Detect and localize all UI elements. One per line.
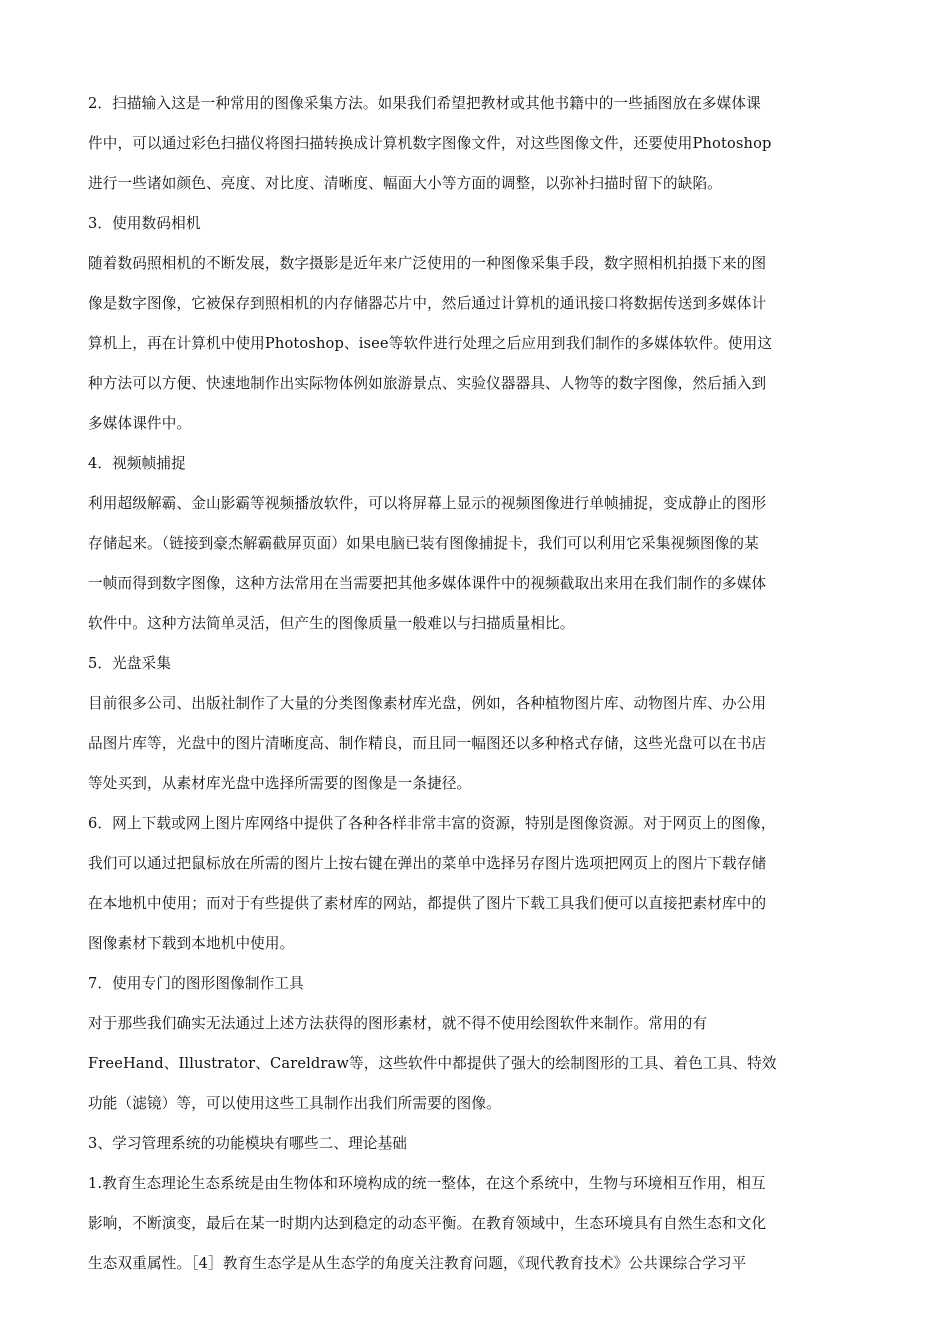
- text-line: 件中，可以通过彩色扫描仪将图扫描转换成计算机数字图像文件，对这些图像文件，还要使用Photoshop: [88, 135, 772, 152]
- text-line: 功能（滤镜）等，可以使用这些工具制作出我们所需要的图像。: [88, 1095, 501, 1112]
- text-line: 1.教育生态理论生态系统是由生物体和环境构成的统一整体，在这个系统中，生物与环境相互作用，相互: [88, 1175, 766, 1192]
- text-line: 我们可以通过把鼠标放在所需的图片上按右键在弹出的菜单中选择另存图片选项把网页上的图片下载存储: [88, 855, 767, 872]
- text-line: 目前很多公司、出版社制作了大量的分类图像素材库光盘，例如，各种植物图片库、动物图片库、办公用: [88, 695, 767, 712]
- text-line: 6．网上下载或网上图片库网络中提供了各种各样非常丰富的资源，特别是图像资源。对于网页上的图像，: [88, 815, 776, 832]
- text-line: 软件中。这种方法简单灵活，但产生的图像质量一般难以与扫描质量相比。: [88, 615, 575, 632]
- text-line: 品图片库等，光盘中的图片清晰度高、制作精良，而且同一幅图还以多种格式存储，这些光盘可以在书店: [88, 735, 767, 752]
- document-body: [88, 84, 880, 1284]
- text-line: 算机上，再在计算机中使用Photoshop、isee等软件进行处理之后应用到我们制作的多媒体软件。使用这: [88, 335, 773, 352]
- text-line: 生态双重属性。［4］教育生态学是从生态学的角度关注教育问题，《现代教育技术》公共课综合学习平: [88, 1255, 747, 1272]
- text-line: 种方法可以方便、快速地制作出实际物体例如旅游景点、实验仪器器具、人物等的数字图像，然后插入到: [88, 375, 767, 392]
- text-line: 图像素材下载到本地机中使用。: [88, 935, 295, 952]
- text-line: 在本地机中使用；而对于有些提供了素材库的网站，都提供了图片下载工具我们便可以直接把素材库中的: [88, 895, 767, 912]
- text-line: 像是数字图像，它被保存到照相机的内存储器芯片中，然后通过计算机的通讯接口将数据传送到多媒体计: [88, 295, 767, 312]
- text-line: 影响，不断演变，最后在某一时期内达到稳定的动态平衡。在教育领域中，生态环境具有自然生态和文化: [88, 1215, 767, 1232]
- text-line: 存储起来。（链接到豪杰解霸截屏页面）如果电脑已装有图像捕捉卡，我们可以利用它采集视频图像的某: [88, 535, 759, 552]
- text-line: 进行一些诸如颜色、亮度、对比度、清晰度、幅面大小等方面的调整，以弥补扫描时留下的缺陷。: [88, 175, 722, 192]
- text-line: 2．扫描输入这是一种常用的图像采集方法。如果我们希望把教材或其他书籍中的一些插图放在多媒体课: [88, 95, 761, 112]
- section-heading: 7．使用专门的图形图像制作工具: [88, 975, 304, 992]
- text-line: FreeHand、Illustrator、Careldraw等，这些软件中都提供了强大的绘制图形的工具、着色工具、特效: [88, 1055, 777, 1072]
- text-line: 对于那些我们确实无法通过上述方法获得的图形素材，就不得不使用绘图软件来制作。常用的有: [88, 1015, 708, 1032]
- section-heading: 5．光盘采集: [88, 655, 172, 672]
- section-heading: 3、学习管理系统的功能模块有哪些二、理论基础: [88, 1135, 408, 1152]
- text-line: 多媒体课件中。: [88, 415, 192, 432]
- text-line: 一帧而得到数字图像，这种方法常用在当需要把其他多媒体课件中的视频截取出来用在我们制作的多媒体: [88, 575, 767, 592]
- section-heading: 3．使用数码相机: [88, 215, 201, 232]
- text-line: 利用超级解霸、金山影霸等视频播放软件，可以将屏幕上显示的视频图像进行单帧捕捉，变成静止的图形: [88, 495, 767, 512]
- text-line: 随着数码照相机的不断发展，数字摄影是近年来广泛使用的一种图像采集手段，数字照相机拍摄下来的图: [88, 255, 767, 272]
- section-heading: 4．视频帧捕捉: [88, 455, 186, 472]
- text-line: 等处买到，从素材库光盘中选择所需要的图像是一条捷径。: [88, 775, 472, 792]
